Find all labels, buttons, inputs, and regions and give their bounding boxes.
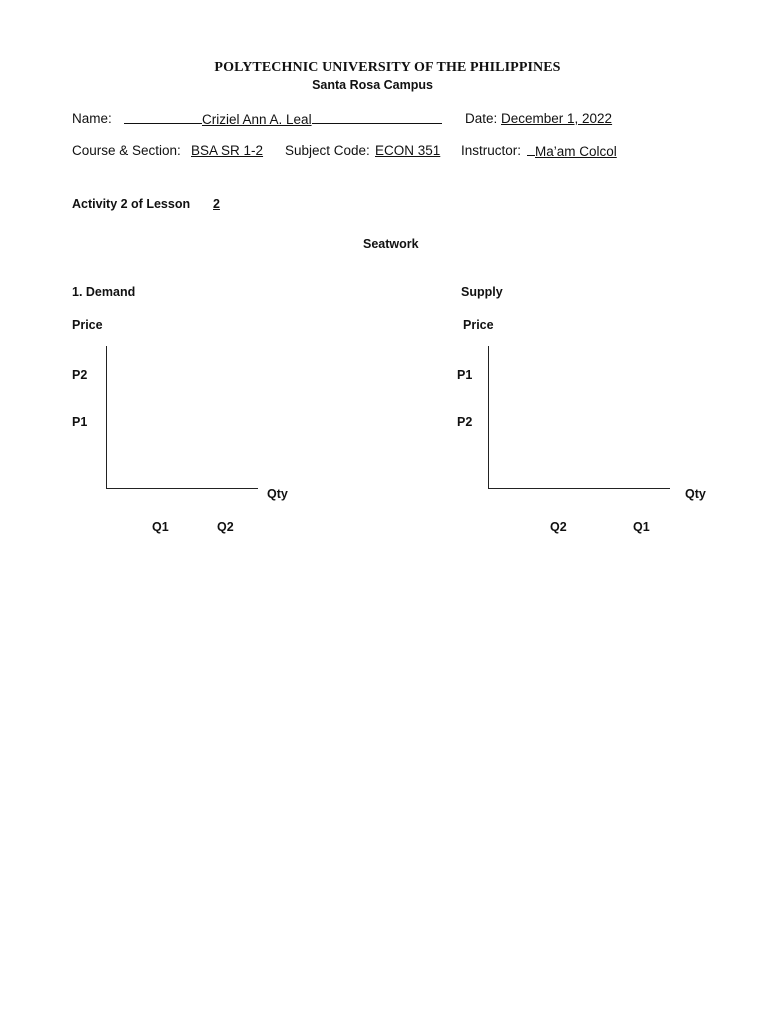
university-title: POLYTECHNIC UNIVERSITY OF THE PHILIPPINES [214,60,561,75]
instructor-field[interactable] [527,143,617,159]
instructor-label: Instructor: [461,143,522,158]
campus-subtitle: Santa Rosa Campus [312,78,433,92]
activity-label: Activity 2 of Lesson [72,197,191,211]
demand-x-axis [106,488,258,489]
supply-title: Supply [461,285,503,299]
lesson-number: 2 [213,197,220,211]
course-label: Course & Section: [72,143,181,158]
supply-lower-price: P2 [457,415,473,429]
instructor-value: Ma’am Colcol [535,144,617,159]
demand-y-label: Price [72,318,103,332]
demand-left-qty: Q1 [152,520,169,534]
name-field[interactable] [124,111,442,127]
supply-y-label: Price [463,318,494,332]
supply-right-qty: Q1 [633,520,650,534]
name-blank-before [124,111,202,124]
name-blank-after [312,111,442,124]
demand-right-qty: Q2 [217,520,234,534]
subject-label: Subject Code: [285,143,370,158]
name-label: Name: [72,111,112,126]
supply-x-label: Qty [685,487,706,501]
seatwork-title: Seatwork [363,237,419,251]
supply-y-axis [488,346,489,488]
name-value: Criziel Ann A. Leal [202,112,312,127]
course-value[interactable]: BSA SR 1-2 [191,143,264,158]
instructor-blank [527,143,535,156]
supply-left-qty: Q2 [550,520,567,534]
name-row [72,111,112,126]
supply-x-axis [488,488,670,489]
demand-lower-price: P1 [72,415,88,429]
subject-value[interactable]: ECON 351 [375,143,441,158]
date-label: Date: [465,111,498,126]
date-value[interactable]: December 1, 2022 [501,111,613,126]
demand-title: 1. Demand [72,285,136,299]
lesson-number-field[interactable] [207,197,226,211]
demand-y-axis [106,346,107,488]
demand-upper-price: P2 [72,368,88,382]
demand-x-label: Qty [267,487,288,501]
supply-upper-price: P1 [457,368,473,382]
